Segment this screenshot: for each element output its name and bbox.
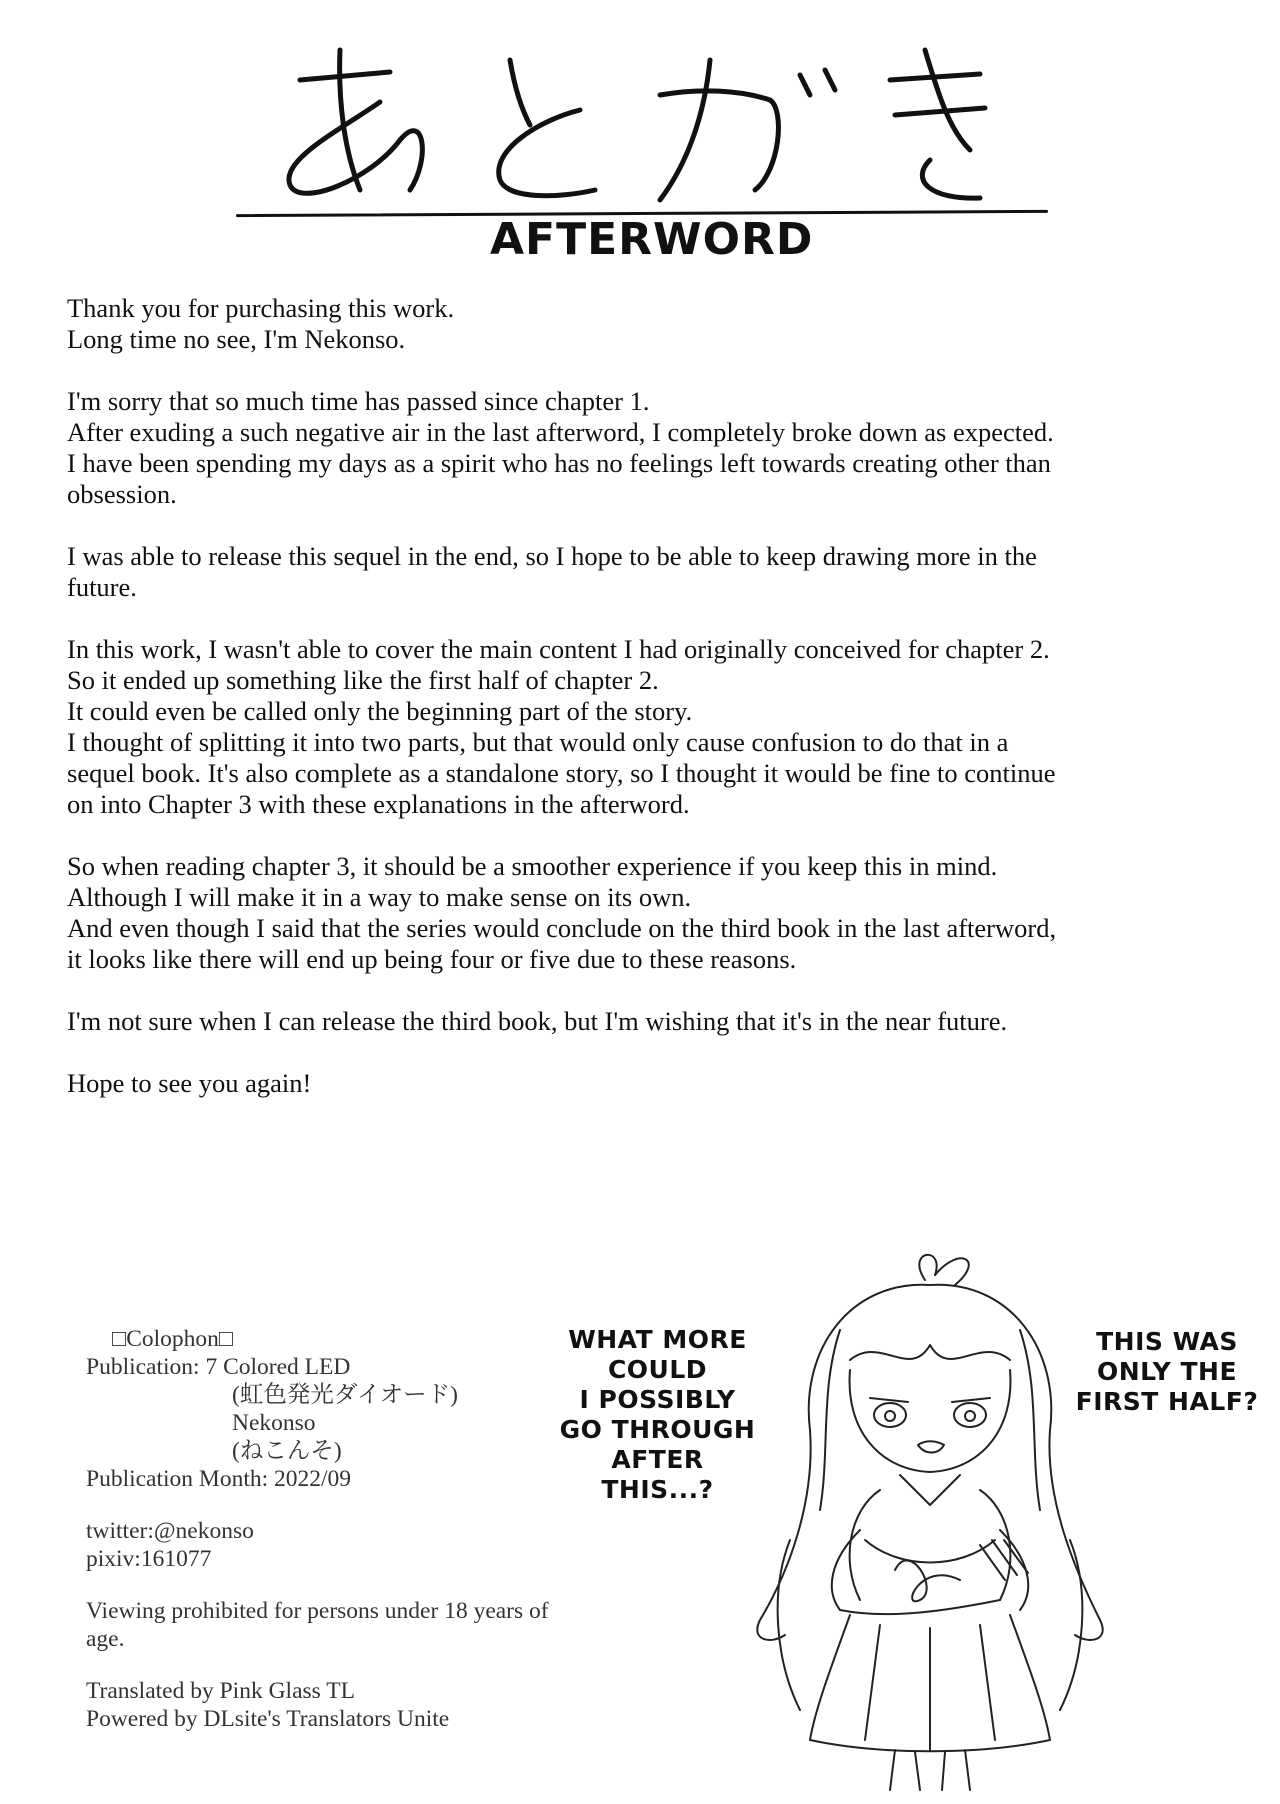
bubble-line: FIRST HALF?	[1075, 1387, 1259, 1416]
paragraph	[67, 1006, 1227, 1037]
body-line: I thought of splitting it into two parts, but that would only cause confusion to do that in a	[67, 727, 1009, 757]
publication-month: Publication Month: 2022/09	[86, 1466, 352, 1492]
paragraph	[67, 386, 1227, 510]
body-line: And even though I said that the series would conclude on the third book in the last afterword,	[67, 913, 1057, 943]
body-line: Long time no see, I'm Nekonso.	[67, 324, 406, 354]
body-line: Thank you for purchasing this work.	[67, 293, 455, 323]
body-line: Hope to see you again!	[67, 1068, 312, 1098]
bubble-line: WHAT MORE	[568, 1325, 747, 1354]
bubble-line: COULD	[607, 1355, 708, 1384]
bubble-line: GO THROUGH	[559, 1415, 756, 1444]
body-line: I'm sorry that so much time has passed since chapter 1.	[67, 386, 650, 416]
body-line: sequel book. It's also complete as a standalone story, so I thought it would be fine to continue	[67, 758, 1056, 788]
translator-credit: Translated by Pink Glass TL	[86, 1678, 355, 1704]
afterword-body	[67, 293, 1227, 1130]
body-line: I'm not sure when I can release the third book, but I'm wishing that it's in the near future.	[67, 1006, 1008, 1036]
body-line: obsession.	[67, 479, 177, 509]
twitter-handle: twitter:@nekonso	[86, 1518, 254, 1544]
author-jp: (ねこんそ)	[232, 1438, 342, 1464]
body-line: future.	[67, 572, 137, 602]
body-line: In this work, I wasn't able to cover the main content I had originally conceived for chapter 2.	[67, 634, 1050, 664]
paragraph	[67, 634, 1227, 820]
author: Nekonso	[232, 1410, 316, 1436]
bubble-line: THIS WAS	[1096, 1327, 1238, 1356]
publication-jp: (虹色発光ダイオード)	[232, 1382, 458, 1408]
paragraph	[67, 293, 1227, 355]
body-line: So it ended up something like the first half of chapter 2.	[67, 665, 659, 695]
colophon-heading: □Colophon□	[112, 1326, 234, 1352]
body-line: it looks like there will end up being four or five due to these reasons.	[67, 944, 797, 974]
body-line: I have been spending my days as a spirit who has no feelings left towards creating other than	[67, 448, 1051, 478]
body-line: on into Chapter 3 with these explanations in the afterword.	[67, 789, 690, 819]
body-line: So when reading chapter 3, it should be a smoother experience if you keep this in mind.	[67, 851, 998, 881]
afterword-jp-title-handwriting	[240, 40, 1000, 210]
afterword-title: AFTERWORD	[490, 214, 814, 265]
pixiv-id: pixiv:161077	[86, 1546, 212, 1572]
age-warning: age.	[86, 1626, 125, 1652]
character-sketch-illustration	[730, 1240, 1130, 1795]
body-line: It could even be called only the beginning part of the story.	[67, 696, 693, 726]
paragraph	[67, 1068, 1227, 1099]
publication: Publication: 7 Colored LED	[86, 1354, 351, 1380]
bubble-line: ONLY THE	[1096, 1357, 1238, 1386]
powered-by-credit: Powered by DLsite's Translators Unite	[86, 1706, 450, 1732]
bubble-line: AFTER THIS...?	[601, 1445, 714, 1504]
body-line: I was able to release this sequel in the end, so I hope to be able to keep drawing more in the	[67, 541, 1037, 571]
paragraph	[67, 851, 1227, 975]
bubble-line: I POSSIBLY	[579, 1385, 736, 1414]
age-warning: Viewing prohibited for persons under 18 years of	[86, 1598, 549, 1624]
body-line: Although I will make it in a way to make sense on its own.	[67, 882, 692, 912]
body-line: After exuding a such negative air in the last afterword, I completely broke down as expected.	[67, 417, 1054, 447]
paragraph	[67, 541, 1227, 603]
